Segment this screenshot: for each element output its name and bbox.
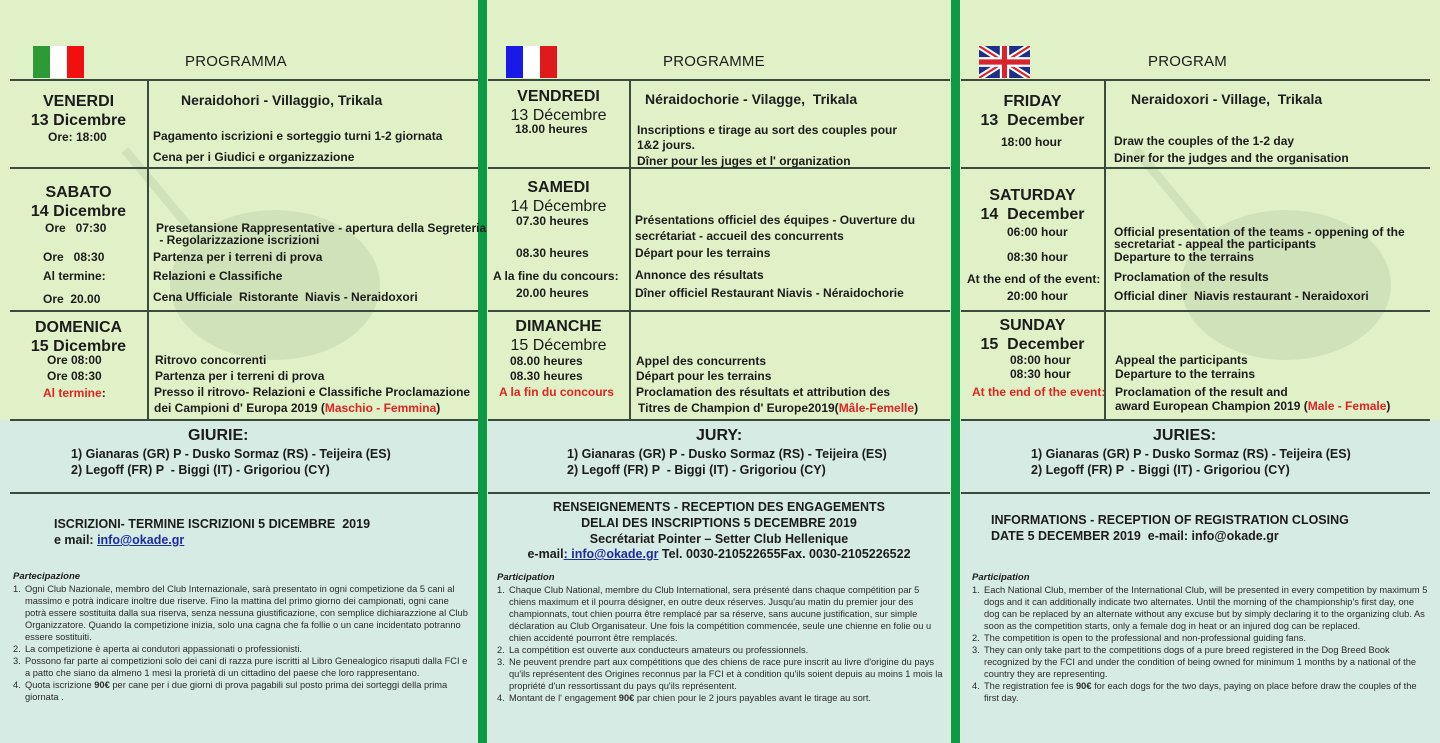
divider <box>488 310 950 312</box>
time: 08:30 hour <box>1007 250 1068 264</box>
time: Ore 08:00 <box>47 353 102 367</box>
day-friday <box>10 93 147 130</box>
item-text: The registration fee is <box>984 681 1076 691</box>
item-number: 1. <box>13 584 21 594</box>
divider <box>961 167 1430 169</box>
day-name: SAMEDI <box>527 179 590 196</box>
text-highlight: Maschio - Femmina <box>324 401 437 415</box>
day-date: 13 December <box>980 112 1085 129</box>
item-text: Possono far parte ai competizioni solo dei cani di razza pure iscritti al Libro Genealogico risaputi dalla FCI e a patto che siano da almeno 1 mesi la prorietà di un cittadino del paese che loro rappresentano. <box>25 656 468 678</box>
event-text: Proclamation of the results <box>1114 270 1269 284</box>
item-text: Quota iscrizione <box>25 680 95 690</box>
text-part: dei Campioni d' Europa 2019 ( <box>154 401 325 415</box>
fee-amount: 90€ <box>94 680 110 690</box>
event-text: Official presentation of the teams - oppening of the <box>1114 225 1405 239</box>
list-item <box>972 632 1432 644</box>
french-column <box>488 0 950 743</box>
divider <box>629 79 631 420</box>
time: 20.00 heures <box>516 286 589 300</box>
event-text: Présentations officiel des équipes - Ouverture du <box>635 213 916 227</box>
fee-amount: 90€ <box>1075 681 1092 691</box>
english-column <box>961 0 1440 743</box>
time: 07.30 heures <box>516 214 589 228</box>
program-title: PROGRAMMA <box>185 53 287 70</box>
location-title: Neraidohori - Villaggio, Trikala <box>181 92 383 108</box>
list-item <box>497 644 947 656</box>
event-text: Partenza per i terreni di prova <box>153 250 323 264</box>
item-number: 3. <box>497 657 505 667</box>
divider <box>961 492 1430 494</box>
day-name: SUNDAY <box>999 317 1066 334</box>
day-saturday <box>10 184 147 221</box>
item-text: Each National Club, member of the International Club, will be presented in every competition by maximum 5 dogs and it can additionally indicate two alternates. Until the morning of the championship's first day, one dog can be replaced by an alternate without any excuse but by simply declaring it to the organizing club. As soon as the competition starts, only a female dog in heat or an injured dog can be replaced. <box>984 585 1428 631</box>
item-number: 1. <box>972 585 980 595</box>
france-flag-icon <box>506 46 557 78</box>
time: Ore 08:30 <box>47 369 102 383</box>
participation-title: Partecipazione <box>13 571 81 582</box>
info-line: DATE 5 DECEMBER 2019 e-mail: info@okade.gr <box>991 529 1279 543</box>
day-sunday <box>488 318 629 355</box>
time: 18:00 hour <box>1001 135 1062 149</box>
event-text: Départ pour les terrains <box>636 369 772 383</box>
divider <box>961 310 1430 312</box>
divider <box>10 79 478 81</box>
jury-title: JURIES: <box>1153 427 1217 444</box>
jury-line: 2) Legoff (FR) P - Biggi (IT) - Grigoriou (CY) <box>567 463 826 477</box>
info-line: RENSEIGNEMENTS - RECEPTION DES ENGAGEMENTS <box>553 500 885 514</box>
time: Ore 08:30 <box>43 250 105 264</box>
italy-flag-icon <box>33 46 84 78</box>
event-text: Ritrovo concorrenti <box>155 353 267 367</box>
list-item <box>13 679 471 703</box>
day-friday <box>961 93 1104 130</box>
time: 08.30 heures <box>510 369 583 383</box>
time: At the end of the event: <box>967 272 1101 286</box>
day-date: 14 December <box>980 206 1085 223</box>
list-item <box>972 680 1432 704</box>
email-label: e mail: <box>54 533 98 547</box>
item-text: The competition is open to the professional and non-professional guiding fans. <box>984 633 1306 643</box>
list-item <box>497 656 947 692</box>
divider <box>10 492 478 494</box>
time: Ore: 18:00 <box>48 130 107 144</box>
jury-line: 2) Legoff (FR) P - Biggi (IT) - Grigoriou (CY) <box>1031 463 1290 477</box>
list-item <box>497 692 947 704</box>
jury-line: 1) Gianaras (GR) P - Dusko Sormaz (RS) - Teijeira (ES) <box>1031 447 1351 461</box>
event-text <box>154 402 440 415</box>
participation-title: Participation <box>497 572 555 583</box>
day-date: 15 Dicembre <box>30 338 127 355</box>
list-item <box>13 655 471 679</box>
text-highlight: Male - Female <box>1307 399 1387 413</box>
info-line: DELAI DES INSCRIPTIONS 5 DECEMBRE 2019 <box>581 516 857 530</box>
event-text: Relazioni e Classifiche <box>153 269 283 283</box>
email-link[interactable]: info@okade.gr <box>97 533 185 547</box>
item-text: Ogni Club Nazionale, membro del Club Internazionale, sarà presentato in ogni competizione da 5 cani al massimo e potrà indicare inoltre due riserve. Fino la mattina del primo giorno dei campionati, ogni cane potrà essere sostituita dalla sua riserva, senza nessuna giustificazione, con semplice dichiarazzione al Club Organizzatore. Quando la competizione inizia, solo una cagna che fa follie o un cane incidentato potranno essere sostituiti. <box>25 584 468 642</box>
fee-amount: 90€ <box>618 693 635 703</box>
text-part: ) <box>914 401 919 415</box>
event-text: Departure to the terrains <box>1114 250 1255 264</box>
event-text: Draw the couples of the 1-2 day <box>1114 134 1295 148</box>
email-line <box>54 533 184 548</box>
list-item <box>13 643 471 655</box>
text-highlight: Mâle-Femelle <box>838 401 915 415</box>
text-part: ) <box>436 401 441 415</box>
event-text: Dîner officiel Restaurant Niavis - Néraidochorie <box>635 286 904 300</box>
divider <box>488 419 950 421</box>
location-title: Neraidoxori - Village, Trikala <box>1131 91 1323 107</box>
time: 18.00 heures <box>515 122 588 136</box>
time: 08:30 hour <box>1010 367 1071 381</box>
event-text: Proclamation of the result and <box>1115 385 1288 399</box>
event-text: Proclamation des résultats et attribution des <box>636 385 891 399</box>
time: Ore 07:30 <box>45 221 107 235</box>
divider <box>10 419 478 421</box>
jury-line: 2) Legoff (FR) P - Biggi (IT) - Grigoriou (CY) <box>71 463 330 477</box>
jury-title: JURY: <box>696 427 743 444</box>
time: 06:00 hour <box>1007 225 1068 239</box>
participation-list <box>13 583 471 703</box>
time: 08.30 heures <box>516 246 589 260</box>
item-number: 2. <box>497 645 505 655</box>
text-part: ) <box>1386 399 1391 413</box>
event-text: secretariat - appeal the participants <box>1114 237 1317 251</box>
item-text: Montant de l' engagement <box>509 693 619 703</box>
event-text: Official diner Niavis restaurant - Neraidoxori <box>1114 289 1369 303</box>
item-number: 4. <box>497 693 505 703</box>
text-part: Titres de Champion d' Europe2019( <box>638 401 839 415</box>
item-text: for each dogs for the two days, paying on place before draw the couples of the first day. <box>984 681 1417 703</box>
event-text: Pagamento iscrizioni e sorteggio turni 1-2 giornata <box>153 129 443 143</box>
jury-line: 1) Gianaras (GR) P - Dusko Sormaz (RS) - Teijeira (ES) <box>567 447 887 461</box>
time: Ore 20.00 <box>43 292 101 306</box>
jury-line: 1) Gianaras (GR) P - Dusko Sormaz (RS) - Teijeira (ES) <box>71 447 391 461</box>
item-number: 2. <box>13 644 21 654</box>
day-saturday <box>961 187 1104 224</box>
divider <box>147 79 149 420</box>
program-title: PROGRAM <box>1148 53 1227 70</box>
time-label: Al termine <box>43 386 102 400</box>
event-text: Partenza per i terreni di prova <box>155 369 325 383</box>
time: 20:00 hour <box>1007 289 1068 303</box>
item-text: Ne peuvent prendre part aux compétitions que des chiens de race pure inscrit au livre d'origine du pays qu'ils représentent des Origines reconnus par la FCI et à condition qu'ils soient depuis au moins 1 mois la propriété d'un ressortissant du pays qu'ils représentent. <box>509 657 943 691</box>
uk-flag-icon <box>979 46 1030 78</box>
item-text: La compétition est ouverte aux conducteurs amateurs ou professionnels. <box>509 645 809 655</box>
event-text: Cena per i Giudici e organizzazione <box>153 150 355 164</box>
time: Al termine: <box>43 269 106 283</box>
item-number: 4. <box>13 680 21 690</box>
event-text: Presso il ritrovo- Relazioni e Classifiche Proclamazione <box>154 385 471 399</box>
list-item <box>972 584 1432 632</box>
email-label: e-mail <box>527 547 564 561</box>
divider <box>488 79 950 81</box>
column-separator <box>478 0 487 743</box>
divider <box>961 79 1430 81</box>
time: 08:00 hour <box>1010 353 1071 367</box>
list-item <box>13 583 471 643</box>
list-item <box>972 644 1432 680</box>
event-text: Diner for the judges and the organisation <box>1114 151 1349 165</box>
event-text: Dîner pour les juges et l' organization <box>637 154 851 168</box>
divider <box>488 492 950 494</box>
item-number: 2. <box>972 633 980 643</box>
phone-fax: Tel. 0030-210522655Fax. 0030-2105226522 <box>658 547 911 561</box>
list-item <box>497 584 947 644</box>
day-name: DOMENICA <box>34 319 123 336</box>
day-name: DIMANCHE <box>515 318 602 335</box>
day-name: VENERDI <box>42 93 115 110</box>
event-text: secrétariat - accueil des concurrents <box>635 229 844 243</box>
day-date: 13 Dicembre <box>30 112 127 129</box>
event-text <box>638 402 918 415</box>
day-name: FRIDAY <box>1003 93 1062 110</box>
time: 08.00 heures <box>510 354 583 368</box>
info-line: INFORMATIONS - RECEPTION OF REGISTRATION CLOSING <box>991 513 1349 527</box>
day-friday <box>488 88 629 125</box>
participation-title: Participation <box>972 572 1030 583</box>
item-text: par chien pour le 2 jours payables avant le tirage au sort. <box>634 693 872 703</box>
day-name: VENDREDI <box>517 88 600 105</box>
time: A la fin du concours <box>499 385 614 399</box>
email-link[interactable]: : info@okade.gr <box>563 547 659 561</box>
participation-list <box>497 584 947 704</box>
day-date: 14 Dicembre <box>30 203 127 220</box>
info-line: Secrétariat Pointer – Setter Club Hellenique <box>589 532 849 546</box>
event-text <box>1115 400 1390 413</box>
item-number: 3. <box>972 645 980 655</box>
contact-line <box>488 547 950 562</box>
event-text: Inscriptions e tirage au sort des couples pour <box>637 123 898 137</box>
italian-column <box>0 0 487 743</box>
time: At the end of the event: <box>972 385 1106 399</box>
day-date: 13 Décembre <box>510 107 607 124</box>
item-number: 4. <box>972 681 980 691</box>
divider <box>1104 79 1106 420</box>
column-separator <box>951 0 960 743</box>
info-line: ISCRIZIONI- TERMINE ISCRIZIONI 5 DICEMBRE 2019 <box>54 517 371 531</box>
day-name: SABATO <box>45 184 112 201</box>
event-text: Departure to the terrains <box>1115 367 1256 381</box>
day-sunday <box>10 319 147 356</box>
divider <box>10 310 478 312</box>
event-text: - Regolarizzazione iscrizioni <box>156 233 320 247</box>
event-text: Appeal the participants <box>1115 353 1248 367</box>
item-text: per cane per i due giorni di prova pagabili sul posto prima dei sorteggi della prima giornata . <box>25 680 448 702</box>
item-text: Chaque Club National, membre du Club International, sera présenté dans chaque compétition par 5 chiens maximum et il pourra désigner, en outre deux réserves. Jusqu'au matin du premier jour des championnats, tout chien pourra être remplacé par sa réserve, sans aucune justification, sur simple déclaration au Club Organisateur. Une fois la compétition commencée, seule une chienne en folie ou u chien accidenté pourront être remplacés. <box>509 585 932 643</box>
divider <box>10 167 478 169</box>
event-text: 1&2 jours. <box>637 138 696 152</box>
time <box>43 387 106 400</box>
text-part: award European Champion 2019 ( <box>1115 399 1308 413</box>
jury-title: GIURIE: <box>188 427 249 444</box>
item-text: La competizione è aperta ai condutori appassionati o professionisti. <box>25 644 303 654</box>
event-text: Appel des concurrents <box>636 354 767 368</box>
day-date: 15 December <box>980 336 1085 353</box>
event-text: Départ pour les terrains <box>635 246 771 260</box>
event-text: Annonce des résultats <box>635 268 764 282</box>
day-date: 14 Décembre <box>510 198 607 215</box>
event-text: Cena Ufficiale Ristorante Niavis - Neraidoxori <box>153 290 418 304</box>
day-saturday <box>488 179 629 216</box>
item-text: They can only take part to the competitions dogs of a pure breed registered in the Dog Breed Book recognized by the FCI and under the condition of being owned for minimum 1 months by a national of the country they are representing. <box>984 645 1417 679</box>
day-sunday <box>961 317 1104 354</box>
day-name: SATURDAY <box>989 187 1076 204</box>
participation-list <box>972 584 1432 704</box>
location-title: Néraidochorie - Vilagge, Trikala <box>645 91 858 107</box>
day-date: 15 Décembre <box>510 337 607 354</box>
item-number: 3. <box>13 656 21 666</box>
time-suffix: : <box>101 386 106 400</box>
event-text: Presetansione Rappresentative - apertura della Segreteria <box>156 221 487 235</box>
time: A la fine du concours: <box>493 269 619 283</box>
program-title: PROGRAMME <box>663 53 765 70</box>
divider <box>961 419 1430 421</box>
item-number: 1. <box>497 585 505 595</box>
